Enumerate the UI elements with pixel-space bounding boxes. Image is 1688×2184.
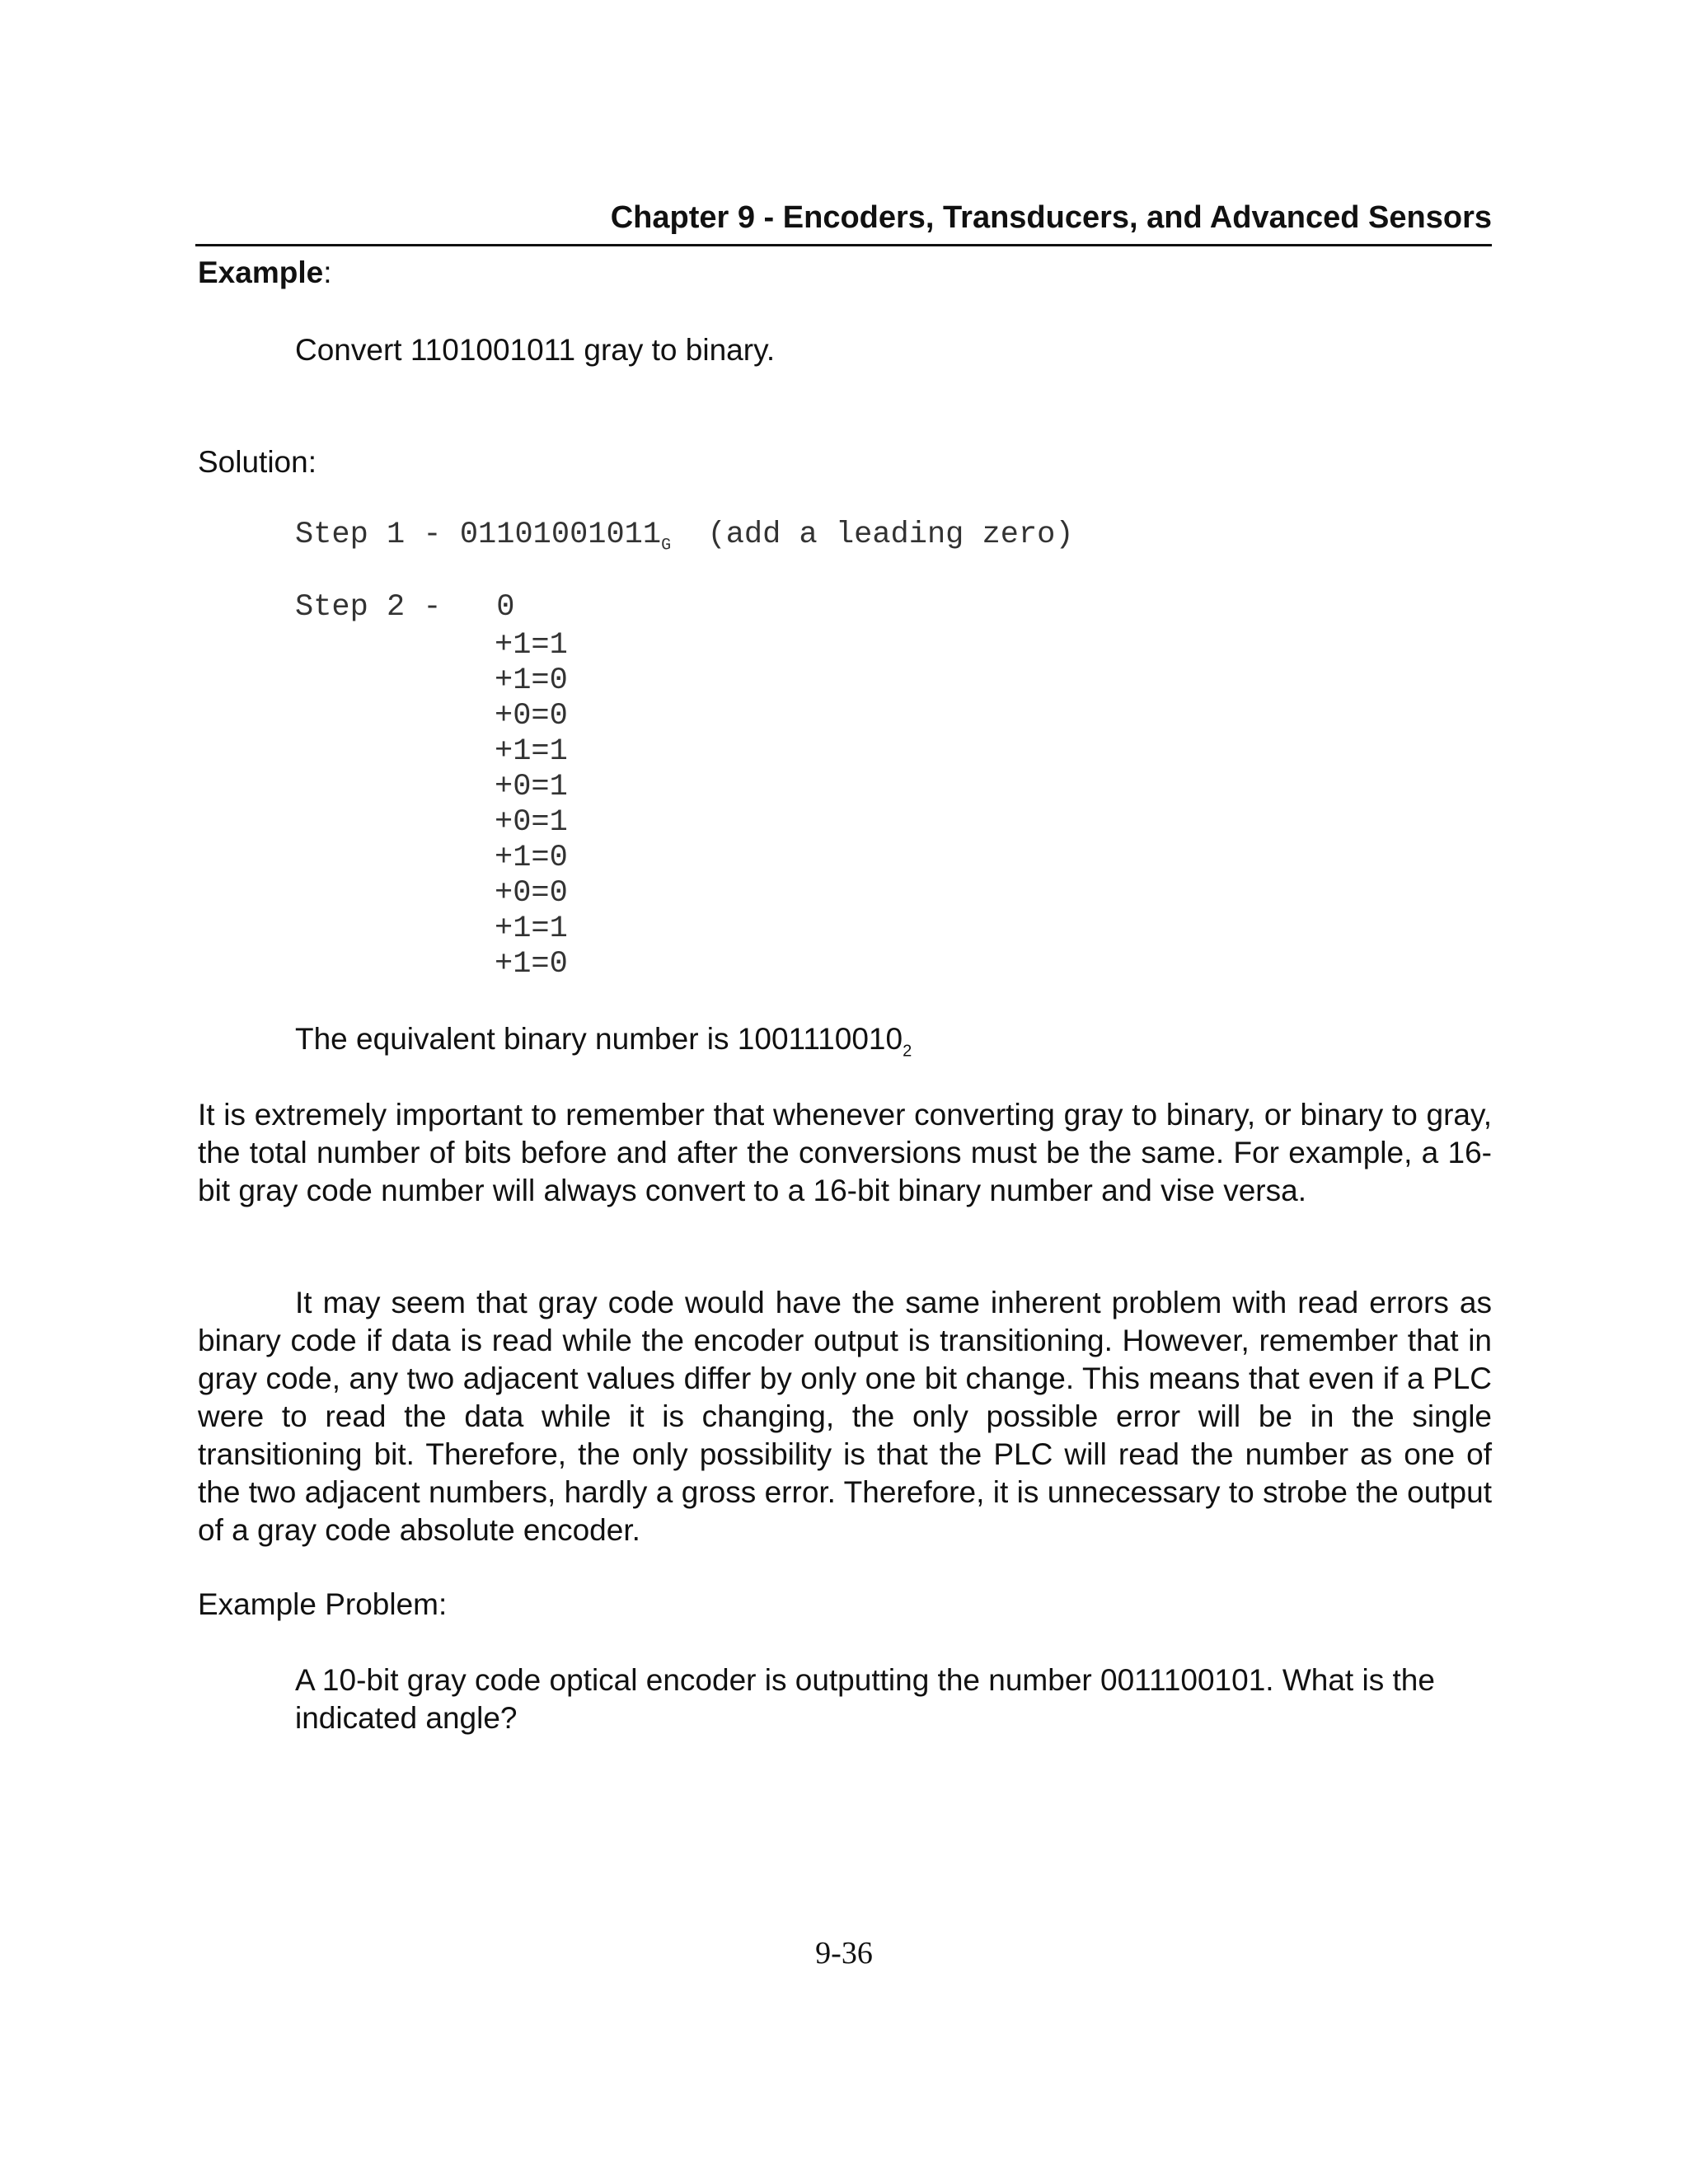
step-2-line: +0=1 [495,805,568,840]
step-2-line: +0=0 [495,876,568,911]
solution-label: Solution: [198,445,316,479]
page-number: 9-36 [815,1936,873,1971]
example-label: Example [198,255,324,289]
step-1-value: 01101001011 [459,518,662,552]
result-text: The equivalent binary number is 1001110010 [295,1022,903,1056]
step-1-label: Step 1 - [295,518,460,552]
step-1-note: (add a leading zero) [671,518,1074,552]
step-2-lines [495,628,568,982]
example-problem-text: A 10-bit gray code optical encoder is outputting the number 0011100101. What is the indicated angle? [295,1663,1435,1735]
step-1-subscript: G [661,536,672,555]
example-problem-label: Example Problem: [198,1587,448,1621]
step-2-line: +1=1 [495,628,568,663]
chapter-title: Chapter 9 - Encoders, Transducers, and Advanced Sensors [610,200,1492,235]
step-2-line: +1=0 [495,841,568,875]
example-heading [198,254,331,292]
paragraph-bit-count: It is extremely important to remember that whenever converting gray to binary, or binary to gray, the total number of bits before and after the conversions must be the same. For example, a 16-bit gray code number will always convert to a 16-bit binary number and vise versa. [198,1098,1492,1207]
example-colon: : [323,255,332,289]
step-2-line: +0=1 [495,770,568,804]
chapter-header [195,196,1492,246]
step-2-label: Step 2 - 0 [295,590,515,625]
step-2-line: +0=0 [495,699,568,733]
result-subscript: 2 [903,1042,912,1061]
step-1-line [295,518,1074,553]
example-prompt: Convert 1101001011 gray to binary. [295,333,776,367]
step-2-line: +1=0 [495,663,568,698]
paragraph-gray-code-errors: It may seem that gray code would have the same inherent problem with read errors as binary code if data is read while the encoder output is transitioning. However, remember that in gray code, any two adjacent values differ by only one bit change. This means that even if a PLC were to read the data while it is changing, the only possible error will be in the single transitioning bit. Therefore, the only possibility is that the PLC will read the number as one of the two adjacent numbers, hardly a gross error. Therefore, it is unnecessary to strobe the output of a gray code absolute encoder. [198,1286,1492,1547]
step-2-line: +1=1 [495,912,568,946]
step-2-line: +1=0 [495,947,568,982]
step-2-line: +1=1 [495,734,568,769]
result-line [295,1020,912,1061]
